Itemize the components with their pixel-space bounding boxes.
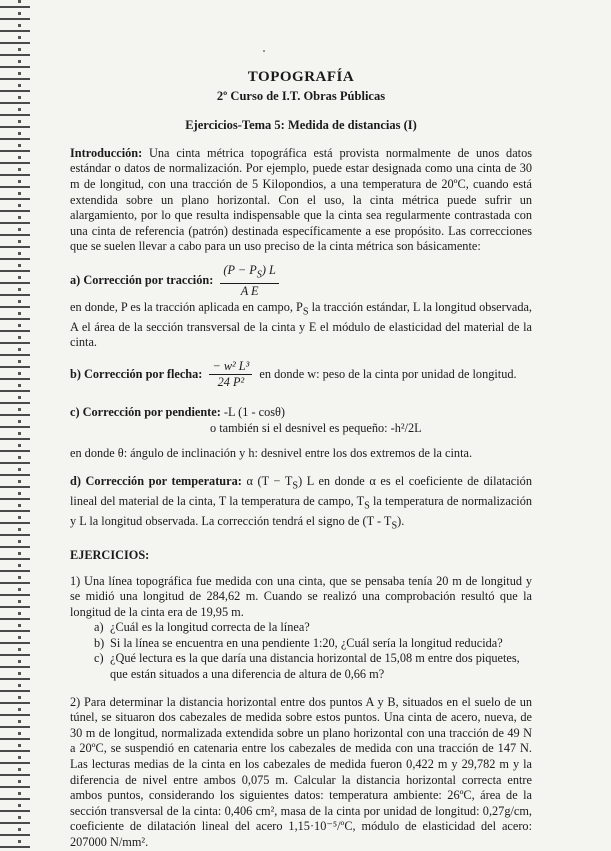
correction-a (70, 263, 532, 300)
correction-d: d) Corrección por temperatura: α $(T - T_S)$ L en donde α es el coeficiente de dilatación lineal del material de la cinta, T la temperatura de campo, $T_S$ la temperatura de normalización y L la longitud observada. La corrección tendrá el signo de $(T - T_S)$. (70, 473, 532, 532)
page-speck (263, 50, 265, 52)
exercise-1: 1) Una línea topográfica fue medida con una cinta, que se pensaba tenía 20 m de longitud y se midió una longitud de 284,62 m. Cuando se realizó una comprobación resultó que la longitud de la cinta era de 19,95 m. (70, 573, 532, 619)
doc-subtitle: 2º Curso de I.T. Obras Públicas (216, 88, 386, 103)
list-item: a) ¿Cuál es la longitud correcta de la línea? (94, 620, 310, 635)
correction-d-label: d) Corrección por temperatura: (70, 473, 242, 488)
correction-c (70, 405, 532, 436)
correction-c-desc: en donde θ: ángulo de inclinación y h: desnivel entre los dos extremos de la cinta. (70, 446, 473, 461)
list-item: c) ¿Qué lectura es la que daría una distancia horizontal de 15,08 m entre dos piquetes, que están situados a una diferencia de altura de 0,66 m? (94, 651, 520, 682)
spiral-binding (0, 0, 30, 848)
doc-title: TOPOGRAFÍA (247, 69, 355, 85)
exercises-heading: EJERCICIOS: (70, 547, 150, 562)
intro-label: Introducción: (70, 145, 143, 160)
document-page (70, 70, 532, 851)
correction-a-label: a) Corrección por tracción: (70, 273, 214, 288)
correction-c-label: c) Corrección por pendiente: (70, 405, 221, 419)
exercise-1-list (94, 620, 532, 682)
correction-c-alt: o también si el desnivel es pequeño: -h²/2L (210, 420, 422, 435)
intro-text: Una cinta métrica topográfica está provista normalmente de unos datos estándar o datos de normalización. Por ejemplo, puede estar designada como una cinta de 30 m de longitud, con una tracción de 5 Kilopondios, a una temperatura de 20ºC, cuando está extendida sobre un plano horizontal. Con el uso, la cinta métrica puede sufrir un alargamiento, por lo que resulta indispensable que la cinta sea regularmente contrastada con una cinta de referencia (patrón) destinada específicamente a ese propósito. Las correcciones que se suelen llevar a cabo para un uso preciso de la cinta métrica son básicamente: (70, 145, 532, 254)
exercise-2: 2) Para determinar la distancia horizontal entre dos puntos A y B, situados en el suelo de un túnel, se situaron dos cabezales de medida sobre estos puntos. Una cinta de acero, nueva, de 30 m de longitud, normalizada extendida sobre un plano horizontal con una tracción de 49 N a 20ºC, se suspendió en catenaria entre los cabezales de medida con una tracción de 147 N. Las lecturas medias de la cinta en los cabezales de medida fueron 0,422 m y 29,782 m y la diferencia de nivel entre ambos 0,075 m. Calcular la distancia horizontal correcta entre ambos puntos, considerando los siguientes datos: temperatura ambiente: 26ºC, área de la sección transversal de la cinta: 0,406 cm², masa de la cinta por unidad de longitud: 0,27g/cm, coeficiente de dilatación lineal del acero 1,15·10⁻⁵/ºC, módulo de elasticidad del acero: 207000 N/mm². (70, 694, 532, 850)
correction-c-formula: -L (1 - cosθ) (220, 405, 286, 419)
list-item: b) Si la línea se encuentra en una pendiente 1:20, ¿Cuál sería la longitud reducida? (94, 635, 503, 650)
sag-formula: $\frac{\text{− w² L³}}{\text{24 P²}}$ (209, 359, 252, 391)
traction-formula: $\frac{(P - P_S) L}{\text{A E}}$ (220, 263, 278, 300)
correction-b (70, 359, 532, 391)
doc-tema: Ejercicios-Tema 5: Medida de distancias (I) (185, 118, 417, 133)
correction-a-desc: en donde, P es la tracción aplicada en campo, $P_S$ la tracción estándar, L la longitud observada, A el área de la sección transversal de la cinta y E el módulo de elasticidad del material de la cinta. (70, 299, 532, 350)
intro-paragraph (70, 146, 532, 255)
correction-b-desc: en donde w: peso de la cinta por unidad de longitud. (259, 366, 517, 381)
correction-b-label: b) Corrección por flecha: (70, 366, 203, 381)
